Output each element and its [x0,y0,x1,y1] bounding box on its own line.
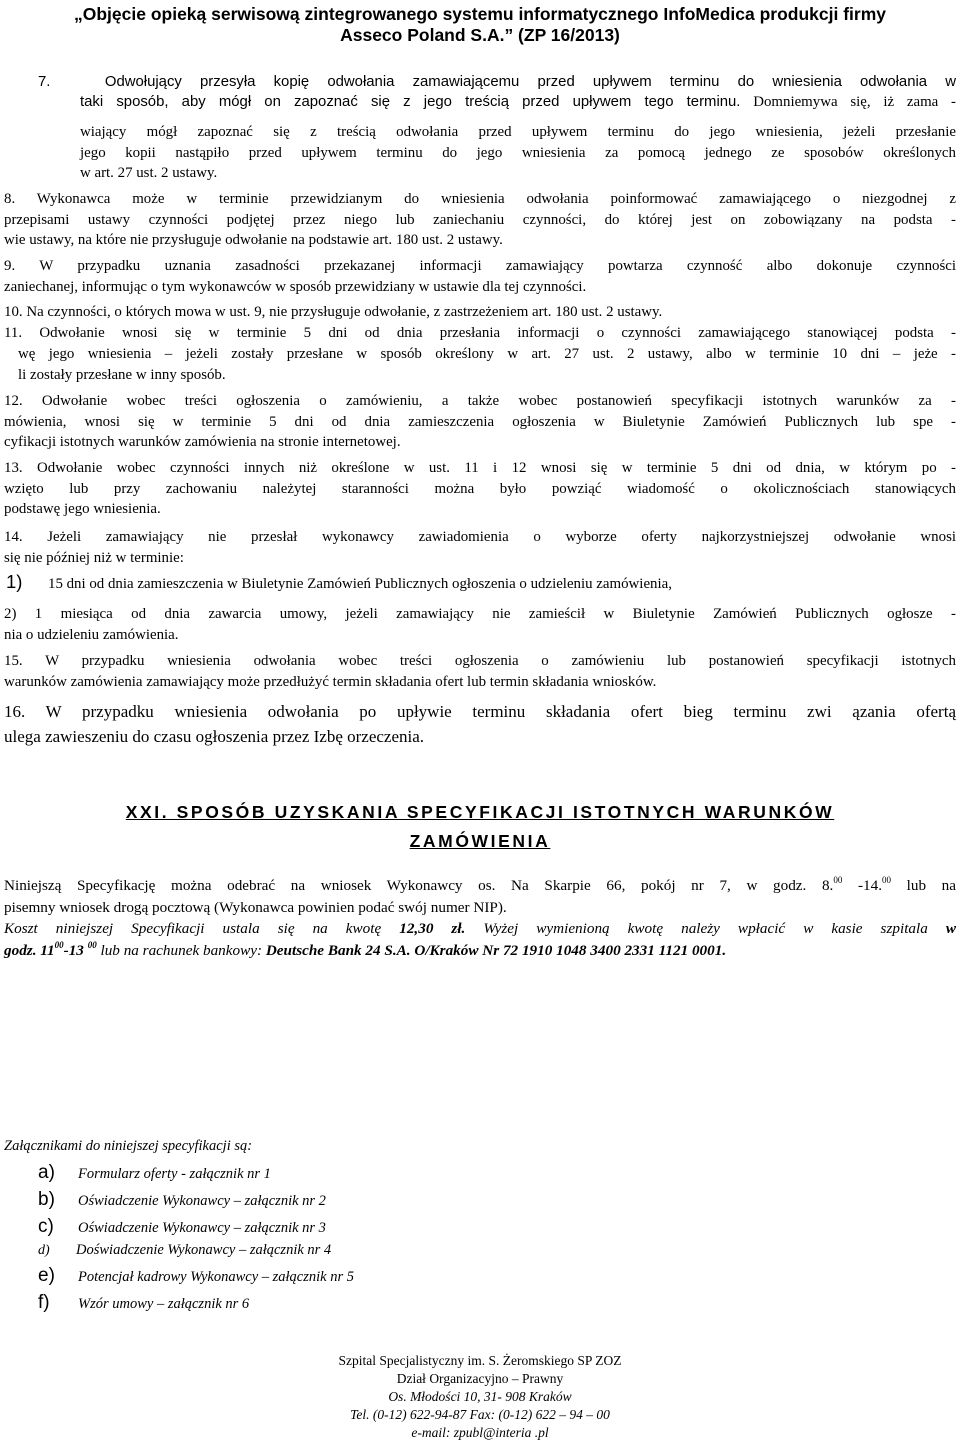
p16-line-2: ulega zawieszeniu do czasu ogłoszenia przez Izbę orzeczenia. [4,727,425,746]
p14-item-1-num: 1) [6,571,23,592]
p16-line-1: 16. W przypadku wniesienia odwołania po upływie terminu składania ofert bieg terminu zwi ązania ofertą [4,702,956,721]
spec-line-1-sup-1: 00 [833,875,843,885]
paragraph-15 [4,651,956,692]
attachment-item [38,1163,271,1184]
document-header [0,4,960,46]
spec-line-4-sup-2: 00 [87,939,97,950]
spec-line-1c: lub na [891,877,956,894]
p15-line-1: 15. W przypadku wniesienia odwołania wobec treści ogłoszenia o zamówieniu lub postanowień specyfikacji istotnych [4,653,956,669]
paragraph-11-cont [18,344,956,385]
attachment-letter: d) [38,1243,50,1258]
p10-line-1: 10. Na czynności, o których mowa w ust. 9, nie przysługuje odwołanie, z zastrzeżeniem art. 180 ust. 2 ustawy. [4,304,663,320]
attachment-text: Oświadczenie Wykonawcy – załącznik nr 3 [78,1220,326,1236]
p12-line-3: cyfikacji istotnych warunków zamówienia na stronie internetowej. [4,434,401,451]
p7-line-1: Odwołujący przesyła kopię odwołania zamawiającemu przed upływem terminu do wniesienia odwołania w [104,74,956,90]
section-heading-line-2: ZAMÓWIENIA [409,831,551,851]
attachment-text: Formularz oferty - załącznik nr 1 [78,1166,271,1182]
spec-line-3d: w [945,920,956,937]
p12-line-1: 12. Odwołanie wobec treści ogłoszenia o zamówieniu, a także wobec postanowień specyfikacji istotnych warunków za - [4,393,956,409]
paragraph-9 [4,256,956,297]
p13-line-3: podstawę jego wniesienia. [4,501,161,518]
spec-price: 12,30 zł. [399,920,466,937]
attachment-item [38,1217,326,1238]
p11-line-2: wę jego wniesienia – jeżeli zostały przesłane w sposób określony w art. 27 ust. 2 ustawy, albo w terminie 10 dni – jeże - [18,346,956,362]
attachment-item [38,1293,249,1314]
spec-line-1a: Niniejszą Specyfikację można odebrać na wniosek Wykonawcy os. Na Skarpie 66, pokój nr 7, w godz. 8. [4,877,834,894]
footer-hospital-name: Szpital Specjalistyczny im. S. Żeromskiego SP ZOZ [338,1353,622,1368]
footer-phone-fax: Tel. (0-12) 622-94-87 Fax: (0-12) 622 – 94 – 00 [350,1407,610,1422]
paragraph-16 [4,699,956,749]
attachment-item [38,1190,326,1211]
p7-line-5: w art. 27 ust. 2 ustawy. [80,165,218,181]
spec-line-4-sup-1: 00 [54,939,64,950]
p9-line-2: zaniechanej, informując o tym wykonawców w sposób przewidziany w ustawie dla tej czynności. [4,278,587,295]
paragraph-14 [4,527,956,568]
p7-num: 7. [38,74,51,90]
header-line-1: „Objęcie opieką serwisową zintegrowanego systemu informatycznego InfoMedica produkcji firmy [74,4,886,24]
p14-item-2 [4,604,956,645]
p14-line-2: się nie później niż w terminie: [4,549,184,566]
attachment-item [38,1240,331,1261]
p9-line-1: 9. W przypadku uznania zasadności przekazanej informacji zamawiający powtarza czynność albo dokonuje czynności [4,258,956,274]
attachment-text: Oświadczenie Wykonawcy – załącznik nr 2 [78,1193,326,1209]
header-line-2: Asseco Poland S.A.” (ZP 16/2013) [340,25,620,45]
p11-line-1: 11. Odwołanie wnosi się w terminie 5 dni od dnia przesłania informacji o czynności zamawiającego stanowiącej podsta - [4,325,956,341]
p7-line-3: wiający mógł zapoznać się z treścią odwołania przed upływem terminu do jego wniesienia, jeżeli przesłanie [80,124,956,140]
p12-line-2: mówienia, wnosi się w terminie 5 dni od dnia zamieszczenia ogłoszenia w Biuletynie Zamówień Publicznych lub spe - [4,413,956,430]
p13-line-2: wzięto lub przy zachowaniu należytej staranności można było powziąć wiadomość o okolicznościach stanowiących [4,480,956,497]
footer-department: Dział Organizacyjno – Prawny [396,1371,564,1386]
page-footer [0,1352,960,1442]
spec-line-2: pisemny wniosek drogą pocztową (Wykonawca powinien podać swój numer NIP). [4,898,507,916]
spec-line-3a: Koszt niniejszej Specyfikacji ustala się na kwotę [4,920,400,937]
p14-line-1: 14. Jeżeli zamawiający nie przesłał wykonawcy zawiadomienia o wyborze oferty najkorzystniejszej odwołanie wnosi [4,529,956,545]
attachment-letter: c) [38,1216,54,1237]
paragraph-7-cont [80,122,956,184]
paragraph-8 [4,189,956,251]
paragraph-7 [38,72,956,93]
p7-line-4: jego kopii nastąpiło przed upływem terminu do jego wniesienia za pomocą jednego ze sposobów określonych [80,144,956,161]
paragraph-7-body [80,92,956,113]
p11-line-3: li zostały przesłane w inny sposób. [18,366,226,383]
attachment-letter: b) [38,1189,55,1210]
footer-address: Os. Młodości 10, 31- 908 Kraków [388,1389,572,1404]
paragraph-10 [4,302,956,323]
paragraph-12 [4,391,956,453]
spec-line-4b: -13 [63,941,88,959]
p8-line-3: wie ustawy, na które nie przysługuje odwołanie na podstawie art. 180 ust. 2 ustawy. [4,232,503,249]
attachment-text: Potencjał kadrowy Wykonawcy – załącznik nr 5 [78,1269,354,1285]
attachments-intro: Załącznikami do niniejszej specyfikacji są: [4,1138,253,1154]
attachment-letter: a) [38,1162,55,1183]
p14-item-1 [4,572,956,595]
p14-item-2-line-1: 2) 1 miesiąca od dnia zawarcia umowy, jeżeli zamawiający nie zamieścił w Biuletynie Zamówień Publicznych ogłosze - [4,606,956,622]
p8-line-2: przepisami ustawy czynności podjętej przez niego lub zaniechaniu czynności, do której jest on zobowiązany na podsta - [4,211,956,228]
paragraph-13 [4,458,956,520]
attachment-letter: f) [38,1292,50,1313]
p13-line-1: 13. Odwołanie wobec czynności innych niż określone w ust. 11 i 12 wnosi się w terminie 5 dni od dnia, w którym po - [4,460,956,476]
spec-line-1-sup-2: 00 [882,875,892,885]
bank-account: Deutsche Bank 24 S.A. O/Kraków Nr 72 1910 1048 3400 2331 1121 0001. [265,941,727,959]
spec-line-3c: Wyżej wymienioną kwotę należy wpłacić w kasie szpitala [465,920,946,937]
section-heading-line-1: XXI. SPOSÓB UZYSKANIA SPECYFIKACJI ISTOTNYCH WARUNKÓW [125,802,835,822]
spec-paragraph [4,875,956,961]
p14-item-2-line-2: nia o udzieleniu zamówienia. [4,626,179,643]
spec-line-4c: lub na rachunek bankowy: [96,941,266,959]
p8-line-1: 8. Wykonawca może w terminie przewidzianym do wniesienia odwołania poinformować zamawiającego o niezgodnej z [4,191,956,207]
p14-item-1-text: 15 dni od dnia zamieszczenia w Biuletynie Zamówień Publicznych ogłoszenia o udzieleniu zamówienia, [48,576,672,592]
p7-line-2: taki sposób, aby mógł on zapoznać się z jego treścią przed upływem tego terminu. [80,94,741,110]
p15-line-2: warunków zamówienia zamawiający może przedłużyć termin składania ofert lub termin składania wniosków. [4,673,657,690]
spec-line-1b: -14. [842,877,883,894]
paragraph-11 [4,323,956,344]
attachment-letter: e) [38,1265,55,1286]
p7-line-2b: Domniemywa się, iż zama - [740,94,956,110]
attachment-text: Wzór umowy – załącznik nr 6 [78,1296,250,1312]
spec-line-4a: godz. 11 [4,941,55,959]
attachment-text: Doświadczenie Wykonawcy – załącznik nr 4 [76,1242,332,1258]
attachment-item [38,1266,354,1287]
section-heading [0,800,960,853]
footer-email: e-mail: zpubl@interia .pl [411,1425,549,1440]
